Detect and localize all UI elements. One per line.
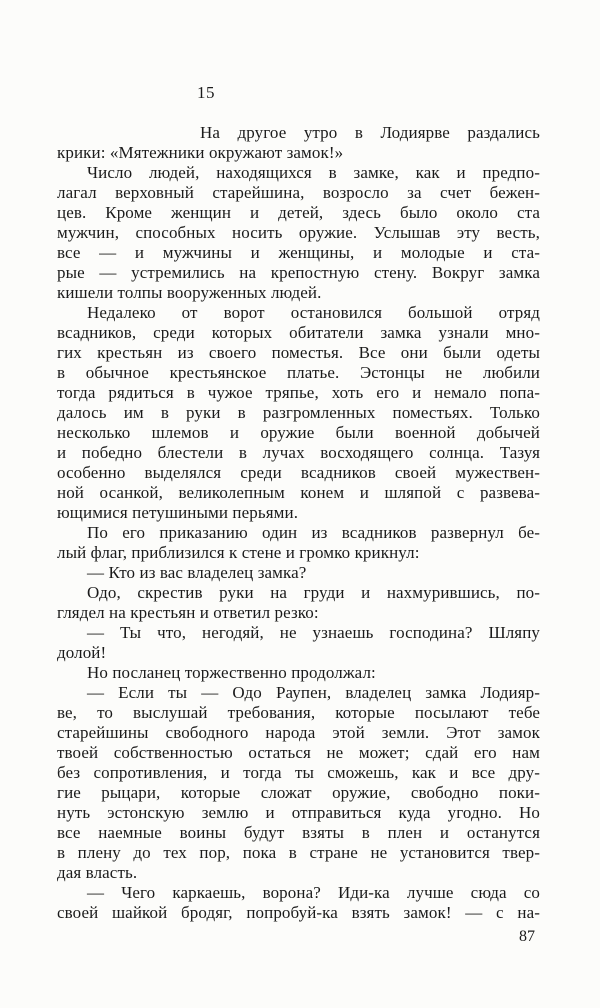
text-line: ной осанкой, великолепным конем и шляпой с развева- [57, 483, 540, 502]
text-line: далось им в руки в разгромленных поместьях. Только [57, 403, 540, 422]
text-line: тогда рядиться в чужое тряпье, хоть его и немало попа- [57, 383, 540, 402]
text-line: всадников, среди которых обитатели замка узнали мно- [57, 323, 540, 342]
text-line: все — и мужчины и женщины, и молодые и ста- [57, 243, 540, 262]
text-line: несколько шлемов и оружие были военной добычей [57, 423, 540, 442]
text-line: долой! [57, 643, 107, 662]
text-line: своей шайкой бродяг, попробуй-ка взять замок! — с на- [57, 903, 540, 922]
page-number: 87 [519, 928, 535, 945]
text-line: рые — устремились на крепостную стену. Вокруг замка [57, 263, 540, 282]
text-line: нуть эстонскую землю и отправиться куда угодно. Но [57, 803, 540, 822]
text-line: в плену до тех пор, пока в стране не установится твер- [57, 843, 540, 862]
text-line: На другое утро в Лодиярве раздались [200, 123, 540, 142]
text-line: Но посланец торжественно продолжал: [87, 663, 376, 682]
text-line: Число людей, находящихся в замке, как и предпо- [87, 163, 540, 182]
text-line: Недалеко от ворот остановился большой отряд [87, 303, 540, 322]
text-line: ве, то выслушай требования, которые посылают тебе [57, 703, 540, 722]
text-line: — Если ты — Одо Раупен, владелец замка Лодияр- [87, 683, 540, 702]
text-line: гие рыцари, которые сложат оружие, свободно поки- [57, 783, 540, 802]
text-line: без сопротивления, и тогда ты сможешь, как и все дру- [57, 763, 540, 782]
text-line: и победно блестели в лучах восходящего солнца. Тазуя [57, 443, 540, 462]
text-line: ющимися петушиными перьями. [57, 503, 299, 522]
text-line: лый флаг, приблизился к стене и громко крикнул: [57, 543, 420, 562]
body-text [57, 123, 540, 923]
chapter-number: 15 [197, 83, 215, 102]
text-line: дая власть. [57, 863, 138, 882]
text-line: в обычное крестьянское платье. Эстонцы не любили [57, 363, 540, 382]
text-line: старейшины свободного народа этой земли. Этот замок [57, 723, 540, 742]
text-line: глядел на крестьян и ответил резко: [57, 603, 319, 622]
text-line: — Кто из вас владелец замка? [87, 563, 307, 582]
text-line: кишели толпы вооруженных людей. [57, 283, 322, 302]
text-line: все наемные воины будут взяты в плен и останутся [57, 823, 540, 842]
text-line: цев. Кроме женщин и детей, здесь было около ста [57, 203, 540, 222]
text-line: крики: «Мятежники окружают замок!» [57, 143, 344, 162]
text-line: твоей собственностью остаться не может; сдай его нам [57, 743, 540, 762]
text-line: мужчин, способных носить оружие. Услышав эту весть, [57, 223, 540, 242]
text-line: гих крестьян из своего поместья. Все они были одеты [57, 343, 540, 362]
text-line: — Ты что, негодяй, не узнаешь господина? Шляпу [87, 623, 540, 642]
text-line: — Чего каркаешь, ворона? Иди-ка лучше сюда со [87, 883, 540, 902]
text-line: По его приказанию один из всадников развернул бе- [87, 523, 540, 542]
text-line: Одо, скрестив руки на груди и нахмурившись, по- [87, 583, 540, 602]
text-line: особенно выделялся среди всадников своей мужествен- [57, 463, 540, 482]
text-line: лагал верховный старейшина, возросло за счет бежен- [57, 183, 540, 202]
